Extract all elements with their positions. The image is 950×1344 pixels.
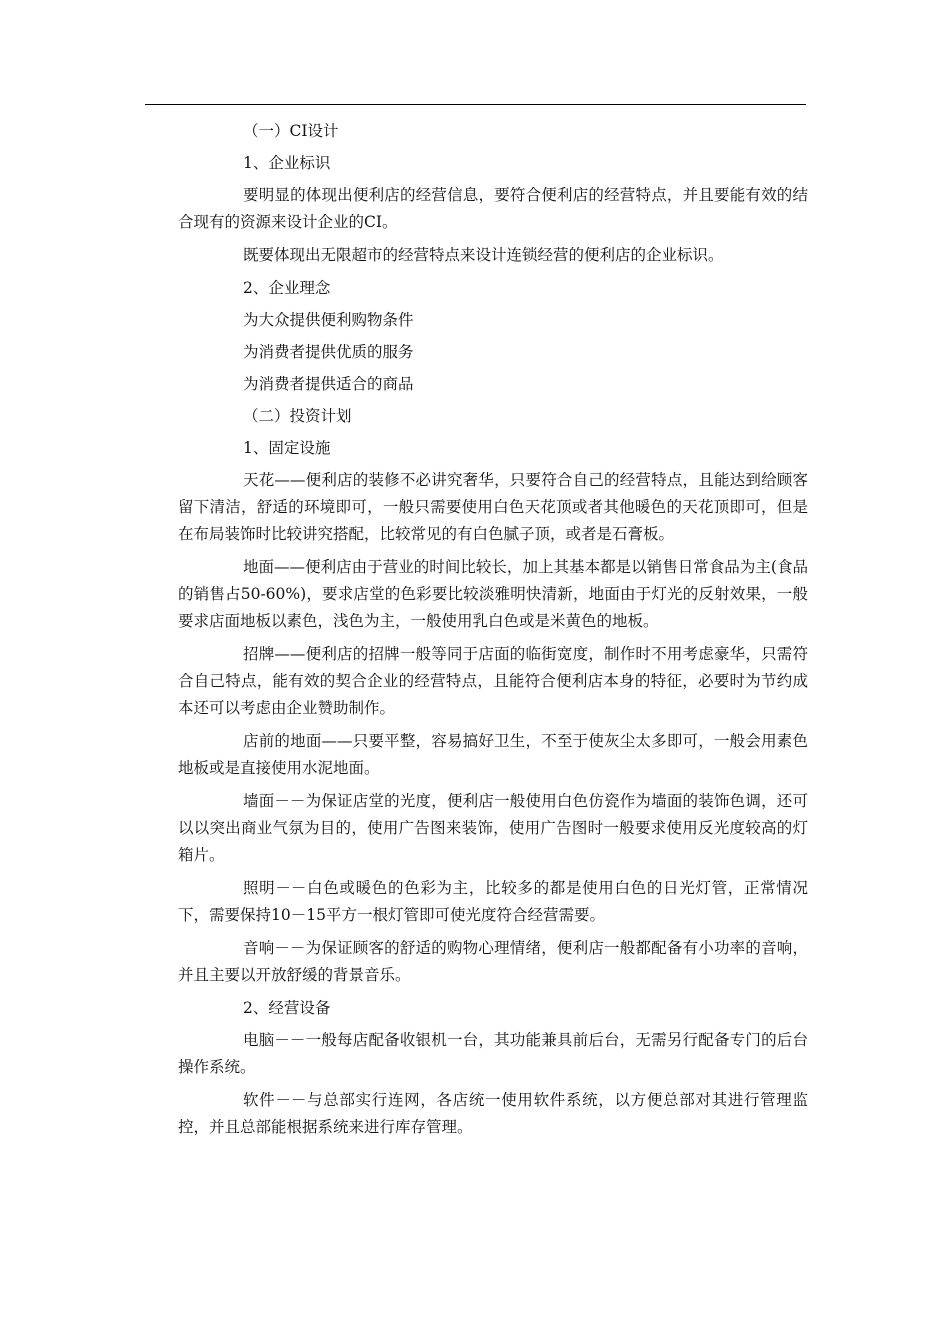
paragraph: 既要体现出无限超市的经营特点来设计连锁经营的便利店的企业标识。: [243, 246, 724, 264]
paragraph-signboard: 招牌——便利店的招牌一般等同于店面的临街宽度，制作时不用考虑豪华，只需符合自己特点，能有效的契合企业的经营特点，且能符合便利店本身的特征，必要时为节约成本还可以考虑由企业赞助制作。: [178, 645, 808, 717]
paragraph-software: 软件－－与总部实行连网，各店统一使用软件系统，以方便总部对其进行管理监控，并且总部能根据系统来进行库存管理。: [178, 1091, 808, 1136]
paragraph-computer: 电脑－－一般每店配备收银机一台，其功能兼具前后台，无需另行配备专门的后台操作系统。: [178, 1031, 808, 1076]
paragraph-walls: 墙面－－为保证店堂的光度，便利店一般使用白色仿瓷作为墙面的装饰色调，还可以以突出商业气氛为目的，使用广告图来装饰，使用广告图时一般要求使用反光度较高的灯箱片。: [178, 792, 808, 864]
subheading-corporate-identity: 1、企业标识: [243, 154, 331, 172]
section-heading-investment-plan: （二）投资计划: [243, 407, 352, 425]
subheading-operating-equipment: 2、经营设备: [243, 999, 331, 1017]
document-body: [178, 118, 808, 1147]
subheading-corporate-philosophy: 2、企业理念: [243, 279, 331, 297]
philosophy-item: 为消费者提供适合的商品: [243, 375, 414, 393]
paragraph-ceiling: 天花——便利店的装修不必讲究奢华，只要符合自己的经营特点，且能达到给顾客留下清洁，舒适的环境即可，一般只需要使用白色天花顶或者其他暖色的天花顶即可，但是在布局装饰时比较讲究搭配，比较常见的有白色腻子顶，或者是石膏板。: [178, 471, 808, 543]
paragraph-storefront-ground: 店前的地面——只要平整，容易搞好卫生，不至于使灰尘太多即可，一般会用素色地板或是直接使用水泥地面。: [178, 732, 808, 777]
paragraph-lighting: 照明－－白色或暖色的色彩为主，比较多的都是使用白色的日光灯管，正常情况下，需要保持10－15平方一根灯管即可使光度符合经营需要。: [178, 879, 808, 924]
paragraph-audio: 音响－－为保证顾客的舒适的购物心理情绪，便利店一般都配备有小功率的音响，并且主要以开放舒缓的背景音乐。: [178, 939, 808, 984]
subheading-fixed-facilities: 1、固定设施: [243, 439, 331, 457]
paragraph: 要明显的体现出便利店的经营信息，要符合便利店的经营特点，并且要能有效的结合现有的资源来设计企业的CI。: [178, 186, 808, 231]
section-heading-ci-design: （一）CI设计: [243, 122, 339, 140]
paragraph-floor: 地面——便利店由于营业的时间比较长，加上其基本都是以销售日常食品为主(食品的销售占50-60%)，要求店堂的色彩要比较淡雅明快清新，地面由于灯光的反射效果，一般要求店面地板以素色，浅色为主，一般使用乳白色或是米黄色的地板。: [178, 558, 808, 630]
philosophy-item: 为消费者提供优质的服务: [243, 343, 414, 361]
header-rule: [145, 104, 806, 105]
philosophy-item: 为大众提供便利购物条件: [243, 311, 414, 329]
